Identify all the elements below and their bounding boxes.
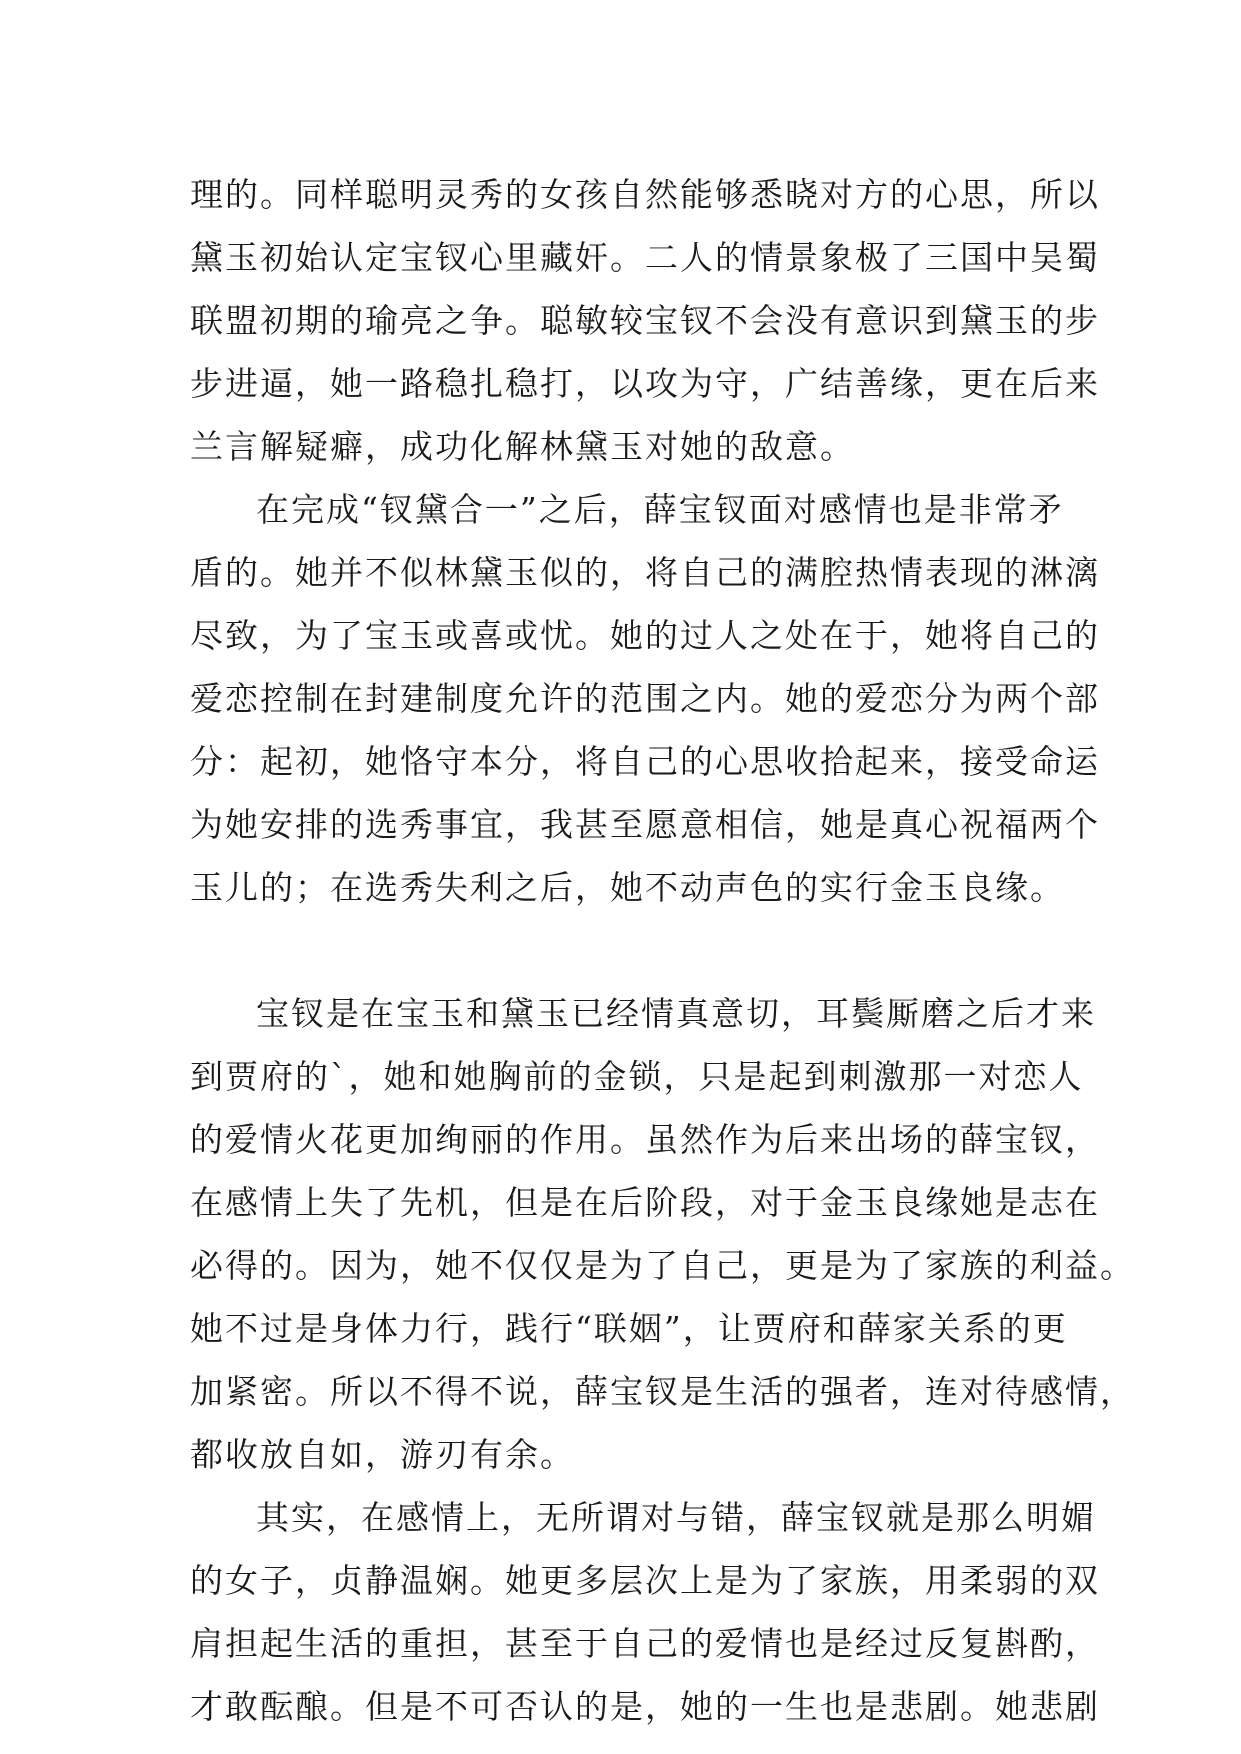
document-body [190,163,1135,1738]
text-line: 肩担起生活的重担，甚至于自己的爱情也是经过反复斟酌， [190,1624,1100,1663]
text-line: 联盟初期的瑜亮之争。聪敏较宝钗不会没有意识到黛玉的步 [190,301,1100,340]
text-line: 爱恋控制在封建制度允许的范围之内。她的爱恋分为两个部 [190,679,1100,718]
text-line: 步进逼，她一路稳扎稳打，以攻为守，广结善缘，更在后来 [190,364,1100,403]
text-line: 的爱情火花更加绚丽的作用。虽然作为后来出场的薛宝钗， [190,1120,1100,1159]
paragraph [190,478,1100,982]
text-line: 都收放自如，游刃有余。 [190,1435,575,1474]
text-line: 其实，在感情上，无所谓对与错，薛宝钗就是那么明媚 [256,1498,1096,1537]
paragraph [190,1486,1100,1738]
text-line: 在感情上失了先机，但是在后阶段，对于金玉良缘她是志在 [190,1183,1100,1222]
text-line: 必得的。因为，她不仅仅是为了自己，更是为了家族的利益。 [190,1246,1135,1285]
text-line: 为她安排的选秀事宜，我甚至愿意相信，她是真心祝福两个 [190,805,1100,844]
text-line: 兰言解疑癖，成功化解林黛玉对她的敌意。 [190,427,855,466]
text-line: 宝钗是在宝玉和黛玉已经情真意切，耳鬓厮磨之后才来 [256,994,1096,1033]
paragraph [190,982,1135,1486]
text-line: 分：起初，她恪守本分，将自己的心思收拾起来，接受命运 [190,742,1100,781]
text-line [190,919,1060,982]
text-line: 到贾府的`，她和她胸前的金锁，只是起到刺激那一对恋人 [190,1057,1084,1096]
text-line: 尽致，为了宝玉或喜或忧。她的过人之处在于，她将自己的 [190,616,1100,655]
text-line: 才敢酝酿。但是不可否认的是，她的一生也是悲剧。她悲剧 [190,1687,1100,1726]
text-line: 在完成“钗黛合一”之后，薛宝钗面对感情也是非常矛 [256,490,1064,529]
text-line: 她不过是身体力行，践行“联姻”，让贾府和薛家关系的更 [190,1309,1068,1348]
paragraph [190,163,1100,478]
text-line: 黛玉初始认定宝钗心里藏奸。二人的情景象极了三国中吴蜀 [190,238,1100,277]
text-line: 盾的。她并不似林黛玉似的，将自己的满腔热情表现的淋漓 [190,553,1100,592]
text-line: 理的。同样聪明灵秀的女孩自然能够悉晓对方的心思，所以 [190,175,1100,214]
text-line: 加紧密。所以不得不说，薛宝钗是生活的强者，连对待感情， [190,1372,1135,1411]
text-line: 玉儿的；在选秀失利之后，她不动声色的实行金玉良缘。 [190,868,1065,907]
text-line: 的女子，贞静温娴。她更多层次上是为了家族，用柔弱的双 [190,1561,1100,1600]
